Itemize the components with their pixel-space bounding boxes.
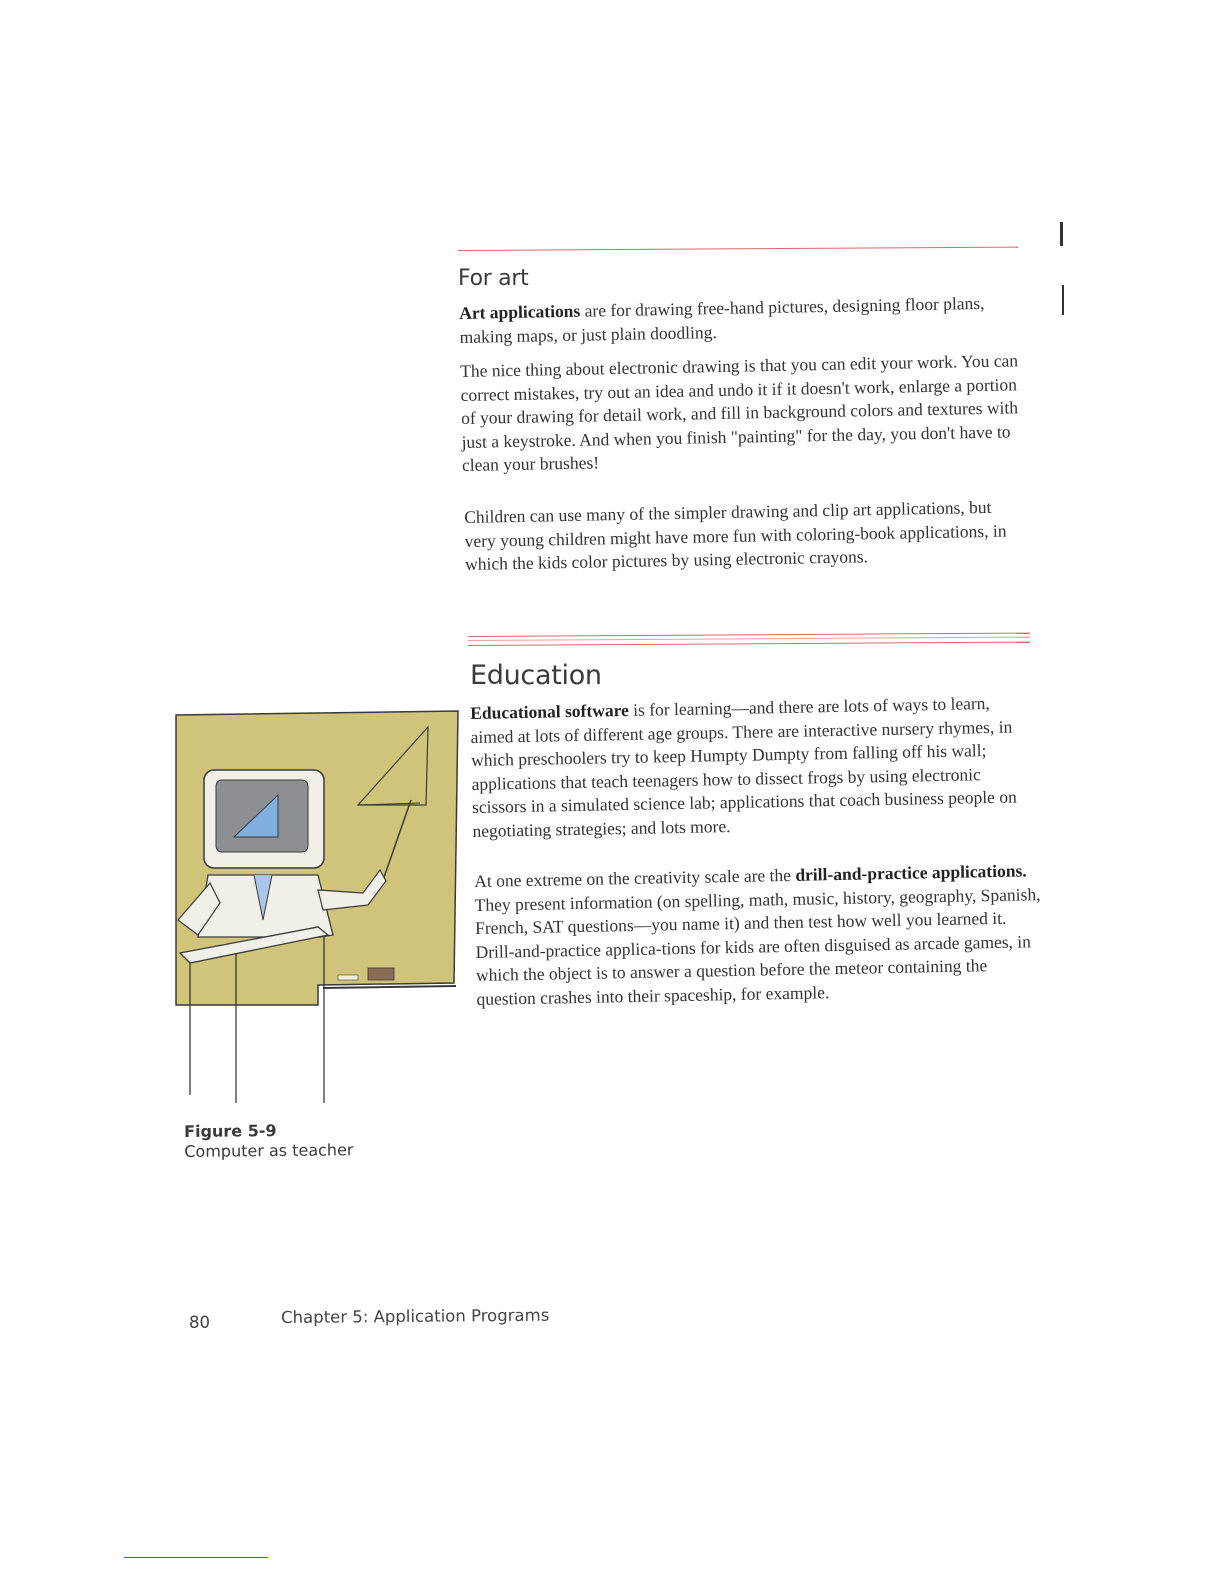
- page-edge-mark: [1062, 285, 1064, 315]
- computer-teacher-illustration: [168, 705, 468, 1105]
- education-paragraph-1: Educational software is for learning—and there are lots of ways to learn, aimed at lots of different age groups. There are interactive nursery rhymes, in which preschoolers try to keep Humpty Dumpty from falling off his wall; applications that teach teenagers how to dissect frogs by using electronic scissors in a simulated science lab; applications that coach business people on negotiating strategies; and lots more.: [470, 693, 1017, 841]
- term-educational-software: Educational software: [470, 699, 630, 723]
- page-number: 80: [189, 1313, 210, 1332]
- art-paragraph-3: Children can use many of the simpler drawing and clip art applications, but very young children might have more fun with coloring-book applications, in which the kids color pictures by using electronic crayons.: [464, 496, 1007, 574]
- figure-number: Figure 5-9: [184, 1121, 277, 1141]
- scan-edge-line: [124, 1557, 268, 1558]
- chapter-title: Chapter 5: Application Programs: [281, 1305, 550, 1327]
- education-paragraph-2: At one extreme on the creativity scale are the drill-and-practice applications. They present information (on spelling, math, music, history, geography, Spanish, French, SAT questions—you name it) and then test how well you learned it. Drill-and-practice applica-tions for kids are often disguised as arcade games, in which the object is to answer a question before the meteor containing the question crashes into their spaceship, for example.: [474, 860, 1041, 1009]
- art-paragraph-1: Art applications are for drawing free-hand pictures, designing floor plans, making maps, or just plain doodling.: [459, 292, 985, 347]
- figure-title: Computer as teacher: [184, 1140, 354, 1161]
- term-art-applications: Art applications: [459, 300, 581, 323]
- figure-caption: [184, 1120, 354, 1161]
- term-drill-and-practice: drill-and-practice applications.: [795, 860, 1027, 885]
- section-double-rule: [468, 633, 1030, 646]
- section-heading-art: For art: [458, 266, 529, 291]
- section-heading-education: Education: [470, 660, 602, 691]
- art-paragraph-2: The nice thing about electronic drawing is that you can edit your work. You can correct mistakes, try out an idea and undo it if it doesn't work, enlarge a portion of your drawing for detail work, and fill in background colors and textures with just a keystroke. And when you finish "painting" for the day, you don't have to clean your brushes!: [460, 350, 1019, 475]
- page-edge-mark: [1060, 222, 1063, 246]
- section-rule: [458, 247, 1018, 251]
